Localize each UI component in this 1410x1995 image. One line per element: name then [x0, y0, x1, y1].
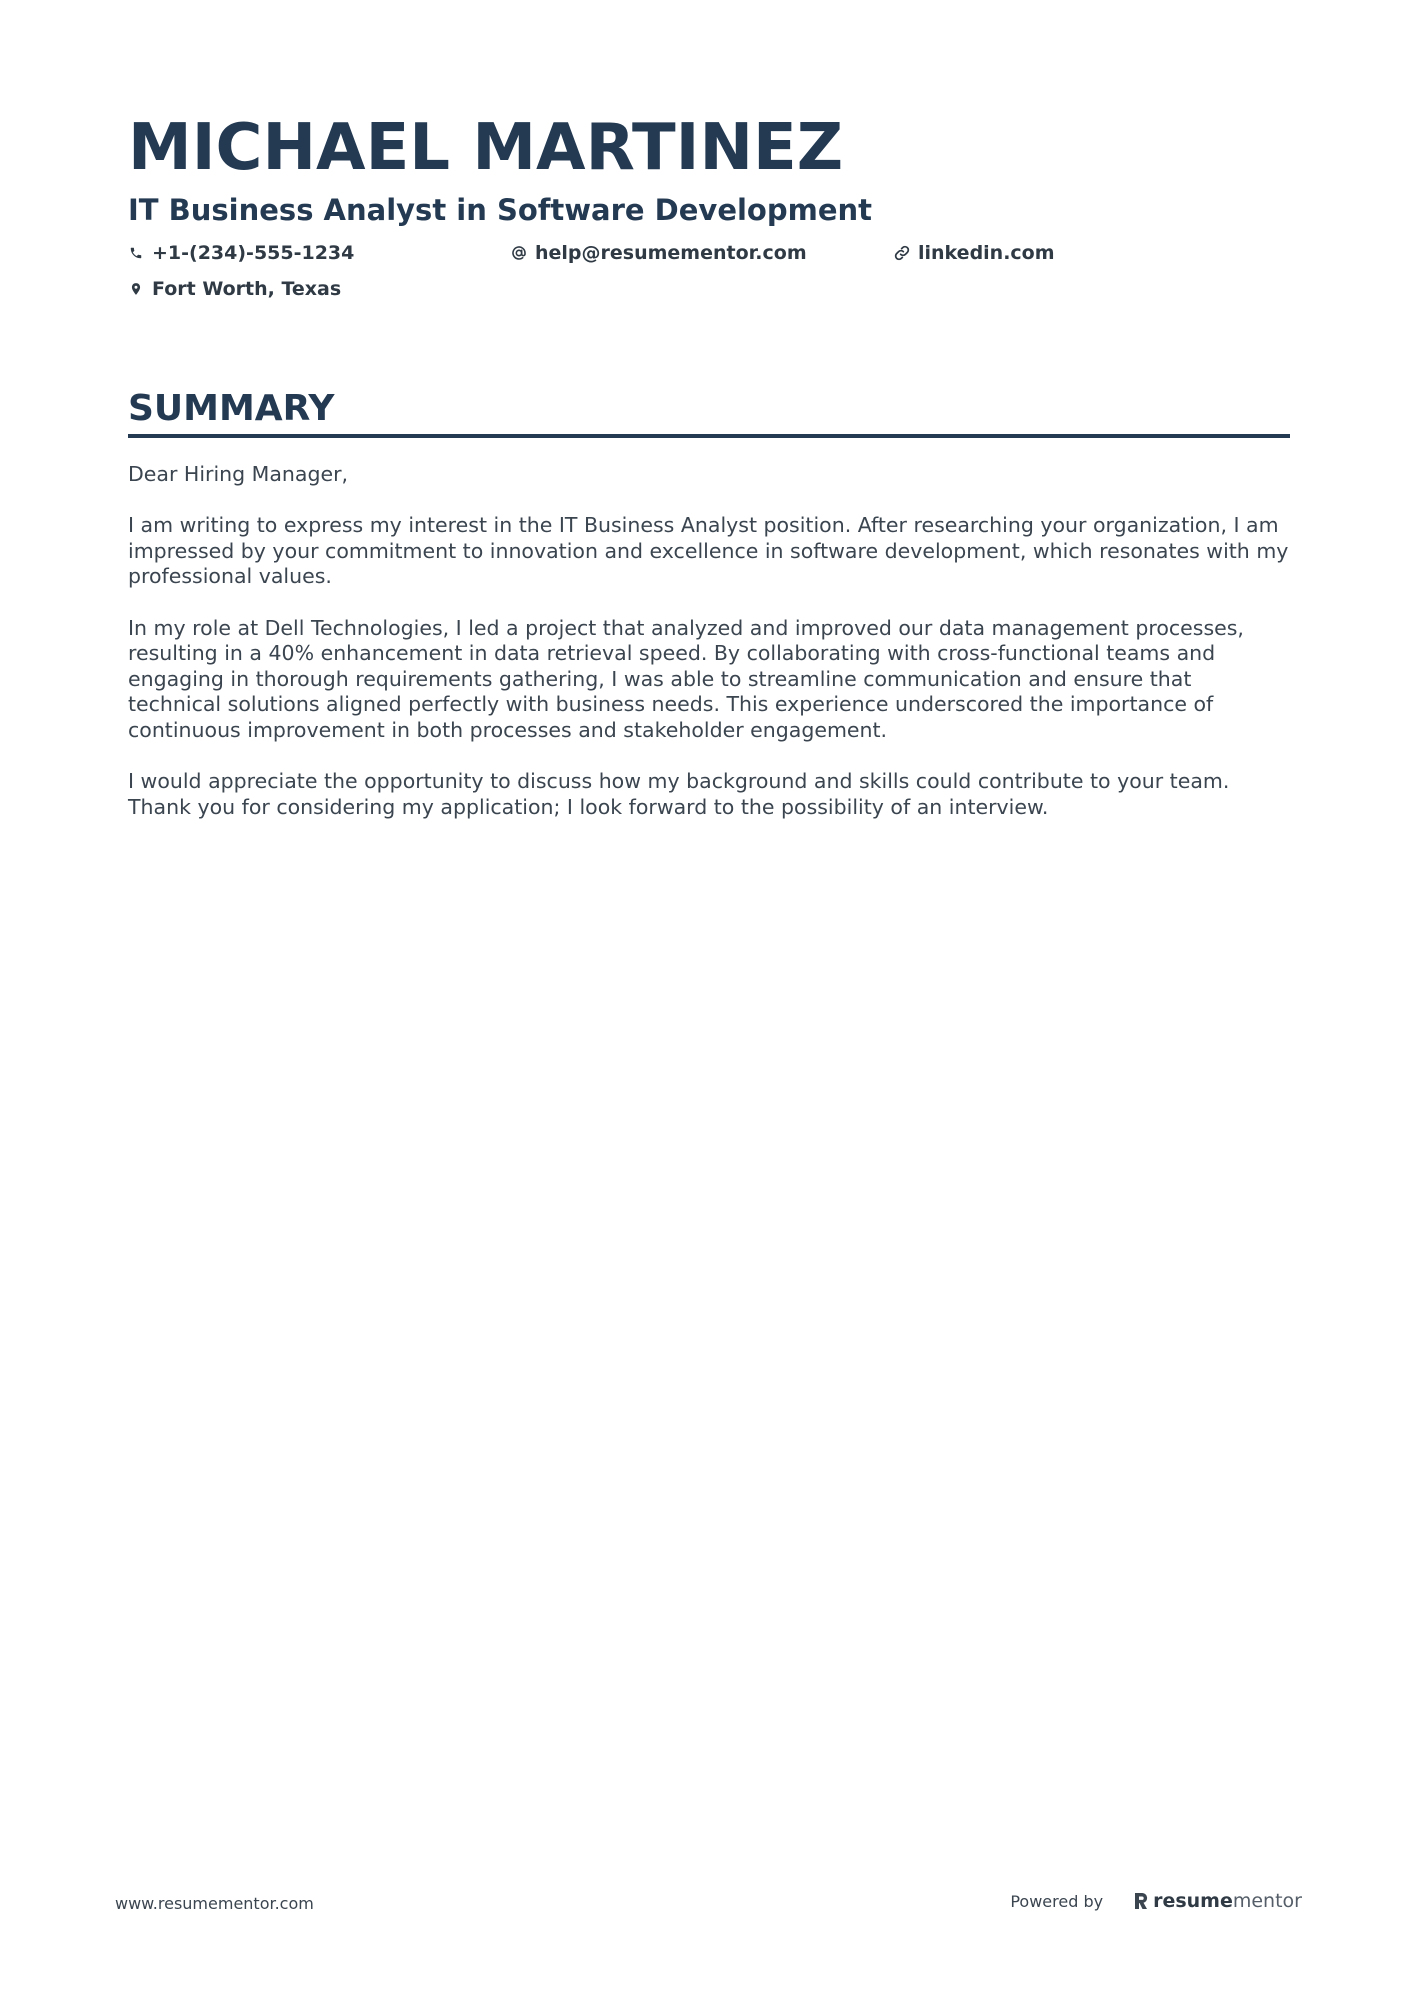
brand-text-resume: resume — [1153, 1890, 1233, 1912]
at-icon — [511, 245, 527, 261]
footer-website[interactable]: www.resumementor.com — [115, 1894, 314, 1913]
map-pin-icon — [128, 281, 144, 297]
resumementor-logo-icon — [1133, 1891, 1149, 1911]
contact-email — [511, 238, 807, 268]
phone-icon — [128, 245, 144, 261]
contact-link — [894, 238, 1055, 268]
header — [128, 108, 1290, 310]
paragraph: I would appreciate the opportunity to discuss how my background and skills could contribute to your team. Thank you for considering my application; I look forward to the possibility of an interview. — [128, 769, 1230, 819]
powered-by-label: Powered by — [1010, 1891, 1104, 1911]
summary-section — [128, 386, 1290, 846]
letter-body — [128, 462, 1290, 820]
contact-phone — [128, 238, 354, 268]
brand-logo[interactable] — [1133, 1890, 1302, 1912]
greeting: Dear Hiring Manager, — [128, 462, 349, 486]
phone-text: +1-(234)-555-1234 — [152, 242, 355, 264]
location-text: Fort Worth, Texas — [152, 278, 342, 300]
paragraph: In my role at Dell Technologies, I led a project that analyzed and improved our data management processes, resulting in a 40% enhancement in data retrieval speed. By collaborating with cross-functional teams and engaging in thorough requirements gathering, I was able to streamline communication and ensure that technical solutions aligned perfectly with business needs. This experience underscored the importance of continuous improvement in both processes and stakeholder engagement. — [128, 615, 1244, 742]
section-divider — [128, 434, 1290, 438]
candidate-name: MICHAEL MARTINEZ — [128, 111, 844, 185]
link-text[interactable]: linkedin.com — [918, 242, 1055, 264]
email-text[interactable]: help@resumementor.com — [535, 242, 807, 264]
contact-info — [128, 238, 1290, 310]
link-icon — [894, 245, 910, 261]
job-title: IT Business Analyst in Software Development — [128, 193, 873, 227]
section-heading: SUMMARY — [128, 388, 335, 429]
footer-branding — [1010, 1890, 1302, 1912]
paragraph: I am writing to express my interest in the IT Business Analyst position. After researching your organization, I am impressed by your commitment to innovation and excellence in software development, which resonates with my professional values. — [128, 513, 1289, 589]
brand-text-mentor: mentor — [1232, 1890, 1302, 1912]
contact-location — [128, 274, 341, 304]
